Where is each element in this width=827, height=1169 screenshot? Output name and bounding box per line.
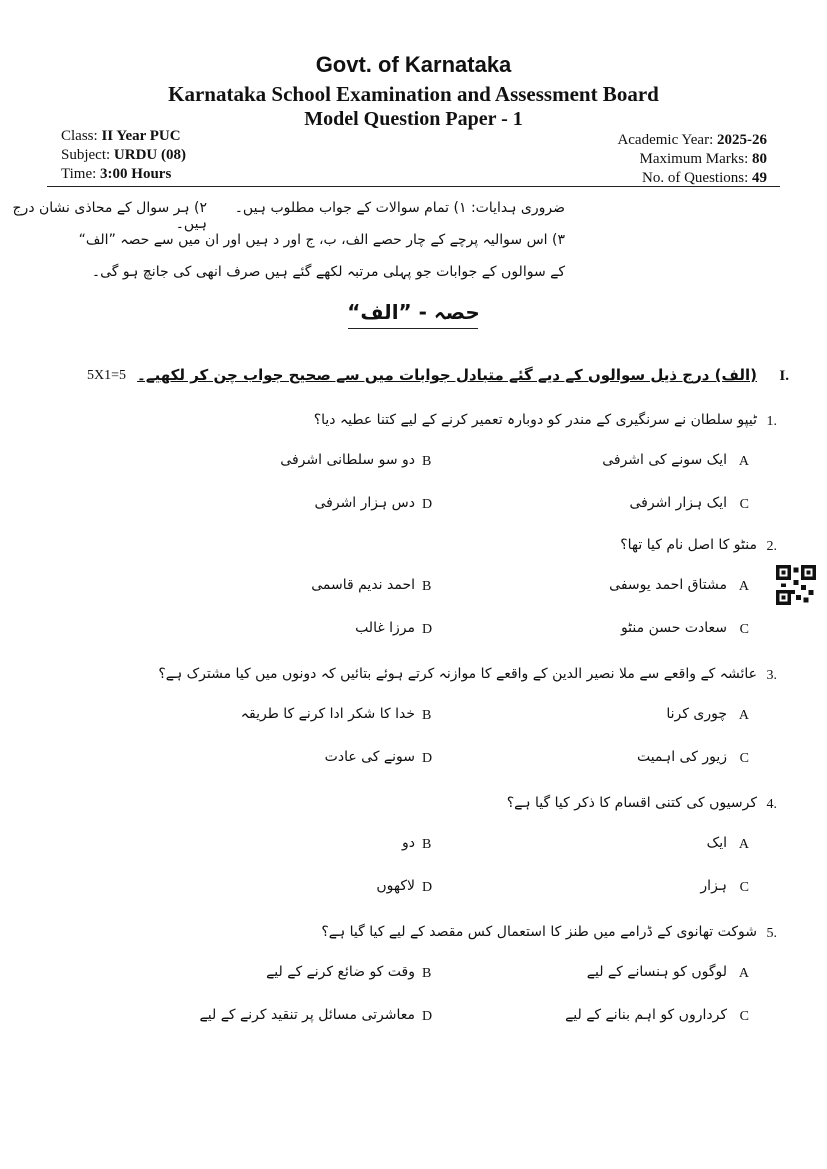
option-b: دو سو سلطانی اشرفی — [280, 452, 415, 468]
option-letter-d: D — [422, 880, 433, 895]
option-letter-d: D — [422, 751, 433, 766]
part-number: I. — [779, 368, 789, 384]
subject-value: URDU (08) — [113, 147, 186, 163]
option-letter-c: C — [739, 622, 749, 637]
question-number: 2. — [766, 539, 777, 554]
question-text: منٹو کا اصل نام کیا تھا؟ — [620, 537, 757, 553]
option-letter-d: D — [422, 497, 433, 512]
option-c: ایک ہزار اشرفی — [629, 495, 727, 511]
option-a: مشتاق احمد یوسفی — [609, 577, 727, 593]
option-c: سعادت حسن منٹو — [620, 620, 727, 636]
option-letter-a: A — [738, 579, 749, 594]
class-label: Class: — [61, 128, 98, 144]
option-d: مرزا غالب — [355, 620, 415, 636]
time-value: 3:00 Hours — [100, 166, 172, 182]
marks-label: Maximum Marks: — [639, 151, 749, 167]
option-d: سونے کی عادت — [324, 749, 415, 765]
option-a: ایک سونے کی اشرفی — [602, 452, 727, 468]
part-marks: 5X1=5 — [87, 368, 127, 383]
header-divider — [47, 186, 780, 187]
question-text: کرسیوں کی کتنی اقسام کا ذکر کیا گیا ہے؟ — [506, 795, 757, 811]
option-letter-d: D — [422, 1009, 433, 1024]
question-number: 1. — [766, 414, 777, 429]
question-text: شوکت تھانوی کے ڈرامے میں طنز کا استعمال کس مقصد کے لیے کیا گیا ہے؟ — [321, 924, 757, 940]
paper-meta-right — [617, 131, 767, 188]
class-value: II Year PUC — [101, 128, 181, 144]
option-d: لاکھوں — [376, 878, 415, 894]
year-value: 2025-26 — [717, 132, 767, 148]
option-letter-b: B — [422, 837, 432, 852]
section-underline — [348, 328, 478, 329]
instruction-line-3: کے سوالوں کے جوابات جو پہلی مرتبہ لکھے گئے ہیں صرف انھی کی جانچ ہو گی۔ — [91, 264, 565, 280]
option-letter-b: B — [422, 579, 432, 594]
option-letter-c: C — [739, 751, 749, 766]
option-letter-c: C — [739, 1009, 749, 1024]
question-number: 5. — [766, 926, 777, 941]
year-label: Academic Year: — [617, 132, 714, 148]
question-number: 3. — [766, 668, 777, 683]
option-letter-b: B — [422, 966, 432, 981]
marks-value: 80 — [752, 151, 767, 167]
option-b: احمد ندیم قاسمی — [311, 577, 415, 593]
paper-title: Model Question Paper - 1 — [304, 108, 523, 130]
questions-label: No. of Questions: — [642, 170, 749, 186]
question-text: ٹیپو سلطان نے سرنگیری کے مندر کو دوبارہ تعمیر کرنے کے لیے کتنا عطیہ دیا؟ — [313, 412, 757, 428]
option-c: ہزار — [700, 878, 727, 894]
part-heading: (الف) درج ذیل سوالوں کے دیے گئے متبادل جوابات میں سے صحیح جواب چن کر لکھیے۔ — [137, 366, 757, 384]
option-a: ایک — [706, 835, 727, 851]
instruction-line-1b: ۲) ہر سوال کے محاذی نشان درج ہیں۔ — [12, 200, 207, 232]
paper-meta-left — [61, 127, 186, 184]
time-label: Time: — [61, 166, 97, 182]
option-b: خدا کا شکر ادا کرنے کا طریقہ — [240, 706, 415, 722]
govt-title: Govt. of Karnataka — [315, 52, 512, 77]
section-title: حصہ - ”الف“ — [347, 300, 480, 324]
option-letter-a: A — [738, 708, 749, 723]
option-c: کرداروں کو اہم بنانے کے لیے — [565, 1007, 727, 1023]
option-b: وقت کو ضائع کرنے کے لیے — [266, 964, 415, 980]
instruction-line-1: ضروری ہدایات: ۱) تمام سوالات کے جواب مطلوب ہیں۔ — [234, 200, 565, 216]
option-letter-c: C — [739, 880, 749, 895]
option-a: چوری کرنا — [666, 706, 727, 722]
option-d: معاشرتی مسائل پر تنقید کرنے کے لیے — [199, 1007, 415, 1023]
option-b: دو — [402, 835, 415, 851]
questions-value: 49 — [752, 170, 767, 186]
option-a: لوگوں کو ہنسانے کے لیے — [586, 964, 727, 980]
option-d: دس ہزار اشرفی — [314, 495, 415, 511]
subject-label: Subject: — [61, 147, 111, 163]
option-letter-a: A — [738, 837, 749, 852]
qr-code-icon — [776, 565, 816, 605]
option-letter-c: C — [739, 497, 749, 512]
option-c: زیور کی اہمیت — [636, 749, 727, 765]
option-letter-b: B — [422, 454, 432, 469]
question-text: عائشہ کے واقعے سے ملا نصیر الدین کے واقعے کا موازنہ کرتے ہوئے بتائیں کہ دونوں میں کیا مشترک ہے؟ — [158, 666, 757, 682]
option-letter-a: A — [738, 966, 749, 981]
instruction-line-2: ۳) اس سوالیہ پرچے کے چار حصے الف، ب، ج اور د ہیں اور ان میں سے حصہ ”الف“ — [78, 232, 565, 248]
option-letter-b: B — [422, 708, 432, 723]
option-letter-d: D — [422, 622, 433, 637]
board-title: Karnataka School Examination and Assessment Board — [168, 82, 659, 106]
option-letter-a: A — [738, 454, 749, 469]
question-number: 4. — [766, 797, 777, 812]
